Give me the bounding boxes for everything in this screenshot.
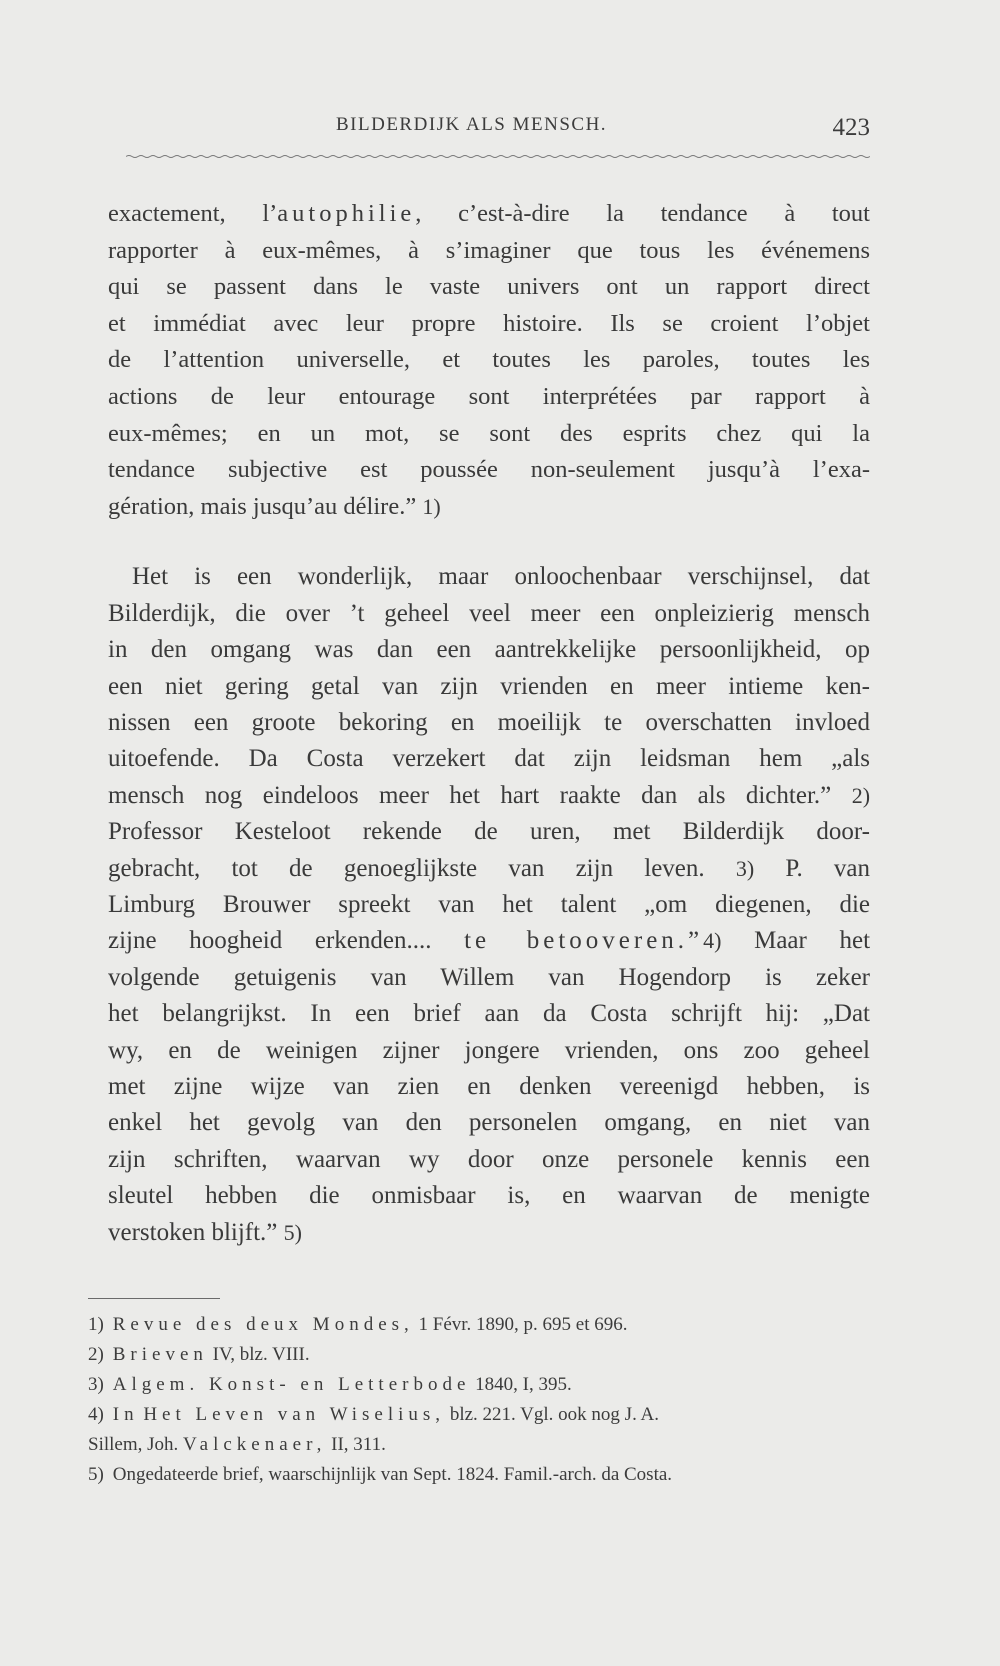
text-line: uitoefende. Da Costa verzekert dat zijn leidsman hem „als — [108, 745, 870, 773]
footnote-3: 3) Algem. Konst- en Letterbode 1840, I, 395. — [88, 1374, 572, 1395]
text-line: Professor Kesteloot rekende de uren, met Bilderdijk door- — [108, 818, 870, 846]
text-line: zijn schriften, waarvan wy door onze personele kennis een — [108, 1145, 870, 1173]
footnote-ref: 4) — [703, 928, 722, 954]
text-line: Het is een wonderlijk, maar onloochenbaar verschijnsel, dat — [132, 563, 870, 591]
footnote-ref: 1) — [422, 493, 441, 519]
text-line: gebracht, tot de genoeglijkste van zijn leven. 3) P. van — [108, 854, 871, 882]
emphasis-betooveren: te betooveren.” — [464, 927, 704, 955]
text-line: sleutel hebben die onmisbaar is, en waarvan de menigte — [108, 1182, 870, 1210]
text-line: nissen een groote bekoring en moeilijk te overschatten invloed — [108, 708, 870, 736]
text-line: gération, mais jusqu’au délire.” 1) — [108, 492, 441, 520]
page-number: 423 — [832, 114, 870, 141]
footnote-4: 4) In Het Leven van Wiselius, blz. 221. Vgl. ook nog J. A. Sillem, Joh. Valckenaer, II, 311. — [88, 1400, 848, 1460]
text-line: het belangrijkst. In een brief aan da Costa schrijft hij: „Dat — [108, 1000, 870, 1028]
text-line: volgende getuigenis van Willem van Hogendorp is zeker — [108, 963, 870, 991]
footnote-4-continuation: Sillem, Joh. Valckenaer, II, 311. — [88, 1434, 386, 1455]
text-line: met zijne wijze van zien en denken vereenigd hebben, is — [108, 1073, 870, 1101]
text-line: et immédiat avec leur propre histoire. Ils se croient l’objet — [108, 309, 870, 337]
text-line: de l’attention universelle, et toutes les paroles, toutes les — [108, 346, 870, 374]
text-line: Limburg Brouwer spreekt van het talent „om diegenen, die — [108, 891, 870, 918]
footnotes — [88, 1310, 848, 1490]
text-line: rapporter à eux-mêmes, à s’imaginer que tous les événemens — [108, 236, 870, 264]
text-line: een niet gering getal van zijn vrienden en meer intieme ken- — [108, 672, 870, 700]
emphasis-autophilie: autophilie — [277, 200, 416, 227]
text-line: enkel het gevolg van den personelen omgang, en niet van — [108, 1109, 870, 1137]
footnote-ref: 3) — [735, 855, 755, 881]
footnote-1: 1) Revue des deux Mondes, 1 Févr. 1890, p. 695 et 696. — [88, 1314, 628, 1335]
running-head — [120, 110, 870, 150]
footnote-5: 5) Ongedateerde brief, waarschijnlijk van Sept. 1824. Famil.-arch. da Costa. — [88, 1464, 673, 1485]
paragraph-1 — [108, 196, 870, 525]
footnote-ref: 2) — [851, 782, 871, 808]
body-text — [108, 196, 870, 1251]
text-line: zijne hoogheid erkenden.... te betooveren.”4) Maar het — [108, 927, 871, 955]
text-line: eux-mêmes; en un mot, se sont des esprits chez qui la — [108, 419, 870, 447]
paragraph-2 — [108, 559, 870, 1251]
text-line: Bilderdijk, die over ’t geheel veel meer een onpleizierig mensch — [108, 599, 870, 627]
text-line: mensch nog eindeloos meer het hart raakte dan als dichter.” 2) — [108, 781, 871, 809]
text-line: in den omgang was dan een aantrekkelijke persoonlijkheid, op — [108, 636, 870, 664]
text-line: tendance subjective est poussée non-seulement jusqu’à l’exa- — [108, 456, 870, 484]
text-line: qui se passent dans le vaste univers ont un rapport direct — [108, 273, 870, 301]
running-title: BILDERDIJK ALS MENSCH. — [336, 114, 608, 135]
text-line: actions de leur entourage sont interprétées par rapport à — [108, 382, 870, 410]
footnote-rule — [88, 1298, 220, 1299]
ornamental-rule — [126, 154, 870, 159]
text-line: wy, en de weinigen zijner jongere vrienden, ons zoo geheel — [108, 1036, 870, 1064]
text-line: exactement, l’autophilie, c’est-à-dire la tendance à tout — [108, 200, 870, 227]
footnote-ref: 5) — [283, 1219, 302, 1245]
text-line: verstoken blijft.” 5) — [108, 1218, 302, 1246]
footnote-2: 2) Brieven IV, blz. VIII. — [88, 1344, 310, 1365]
